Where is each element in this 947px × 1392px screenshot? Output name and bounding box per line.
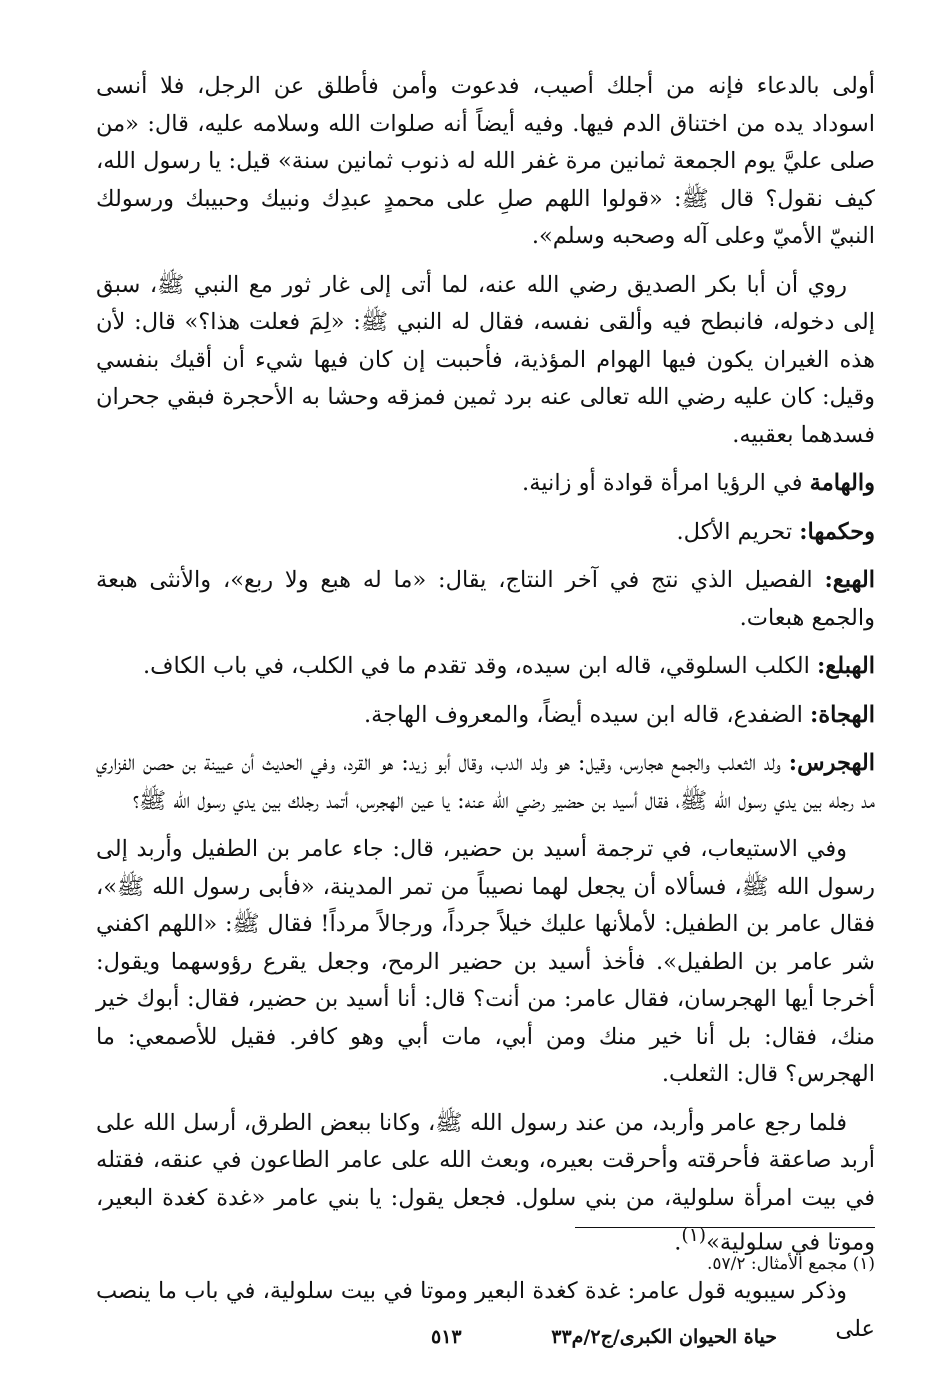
paragraph-hama-dream: [96, 465, 875, 503]
paragraph-hajat: [96, 697, 875, 735]
paragraph-amir-arbad: [96, 1105, 875, 1263]
paragraph-ruling: [96, 514, 875, 552]
paragraph-prayer: أولى بالدعاء فإنه من أجلك أصيب، فدعوت وأمن فأطلق عن الرجل، فلا أنسى اسوداد يده من اختناق الدم فيها. وفيه أيضاً أنه صلوات الله وسلامه عليه، قال: «من صلى عليَّ يوم الجمعة ثمانين مرة غفر الله له ذنوب ثمانين سنة» قيل: يا رسول الله، كيف نقول؟ قال ﷺ: «قولوا اللهم صلِ على محمدٍ عبدِك ونبيك وحبيبك ورسولك النبيّ الأميّ وعلى آله وصحبه وسلم».: [96, 73, 875, 249]
running-head: حياة الحيوان الكبرى/ج٢/م٣٣: [551, 1326, 777, 1348]
entry-text: الفصيل الذي نتج في آخر النتاج، يقال: «ما له هبع ولا ربع»، والأنثى هبعة والجمع هبعات.: [96, 567, 875, 631]
footnote-reference: (١): [681, 1225, 707, 1246]
footnote-divider: [575, 1227, 875, 1228]
paragraph-abu-bakr-cave: روي أن أبا بكر الصديق رضي الله عنه، لما أتى إلى غار ثور مع النبي ﷺ، سبق إلى دخوله، فانبطح فيه وألقى نفسه، فقال له النبي ﷺ: «لِمَ فعلت هذا؟» قال: لأن هذه الغيران يكون فيها الهوام المؤذية، فأحببت إن كان فيها شيء أن أقيك بنفسي وقيل: كان عليه رضي الله تعالى عنه برد ثمين فمزقه وحشا به الأحجرة فبقي جحران فسدهما بعقبيه.: [96, 271, 875, 448]
paragraph-end: .: [674, 1229, 682, 1256]
page-number: ٥١٣: [431, 1326, 462, 1348]
paragraph-sibawayh: وذكر سيبويه قول عامر: غدة كغدة البعير وموتا في بيت سلولية، في باب ما ينصب على: [96, 1278, 875, 1342]
entry-term: الهبع:: [824, 567, 875, 593]
paragraph-istiab: وفي الاستيعاب، في ترجمة أسيد بن حضير، قال: جاء عامر بن الطفيل وأربد إلى رسول الله ﷺ، فسألاه أن يجعل لهما نصيباً من تمر المدينة، «فأبى رسول الله ﷺ»، فقال عامر بن الطفيل: لأملأنها عليك خيلاً جرداً، ورجالاً مرداً! فقال ﷺ: «اللهم اكفني شر عامر بن الطفيل». فأخذ أسيد بن حضير الرمح، وجعل يقرع رؤوسهما ويقول: أخرجا أيها الهجرسان، فقال عامر: من أنت؟ قال: أنا أسيد بن حضير، فقال: أبوك خير منك، فقال: بل أنا خير منك ومن أبي، مات أبي وهو كافر. فقيل للأصمعي: ما الهجرس؟ قال: الثعلب.: [96, 836, 875, 1087]
entry-text: الكلب السلوقي، قاله ابن سيده، وقد تقدم ما في الكلب، في باب الكاف.: [143, 653, 817, 679]
paragraph-habaa: [96, 562, 875, 637]
footnote: (١) مجمع الأمثال: ٥٧/٢.: [706, 1254, 875, 1274]
entry-text: تحريم الأكل.: [676, 518, 800, 545]
entry-term: الهجاة:: [810, 701, 875, 728]
entry-term: الهجرس:: [788, 750, 875, 776]
paragraph-hablaa: [96, 648, 875, 686]
paragraph-hijris: [96, 745, 875, 820]
entry-term: وحكمها:: [799, 518, 875, 545]
entry-text: الضفدع، قاله ابن سيده أيضاً، والمعروف الهاجة.: [364, 701, 811, 728]
entry-term: والهامة: [809, 470, 875, 496]
entry-text: في الرؤيا امرأة قوادة أو زانية.: [522, 470, 810, 496]
paragraph-text: فلما رجع عامر وأربد، من عند رسول الله ﷺ، وكانا ببعض الطرق، أرسل الله على أربد صاعقة فأحرقته وأحرقت بعيره، وبعث الله على عامر الطاعون في عنقه، فقتله في بيت امرأة سلولية، من بني سلول. فجعل يقول: يا بني عامر «غدة كغدة البعير، وموتا في سلولية»: [96, 1109, 875, 1256]
entry-term: الهبلع:: [817, 653, 875, 679]
entry-text: ولد الثعلب والجمع هجارس، وقيل: هو ولد الدب، وقال أبو زيد: هو القرد، وفي الحديث أن عيينة بن حصن الفزاري مد رجله بين يدي رسول الله ﷺ، فقال أسيد بن حضير رضي الله عنه: يا عين الهجرس، أتمد رجلك بين يدي رسول الله ﷺ؟: [96, 750, 875, 814]
